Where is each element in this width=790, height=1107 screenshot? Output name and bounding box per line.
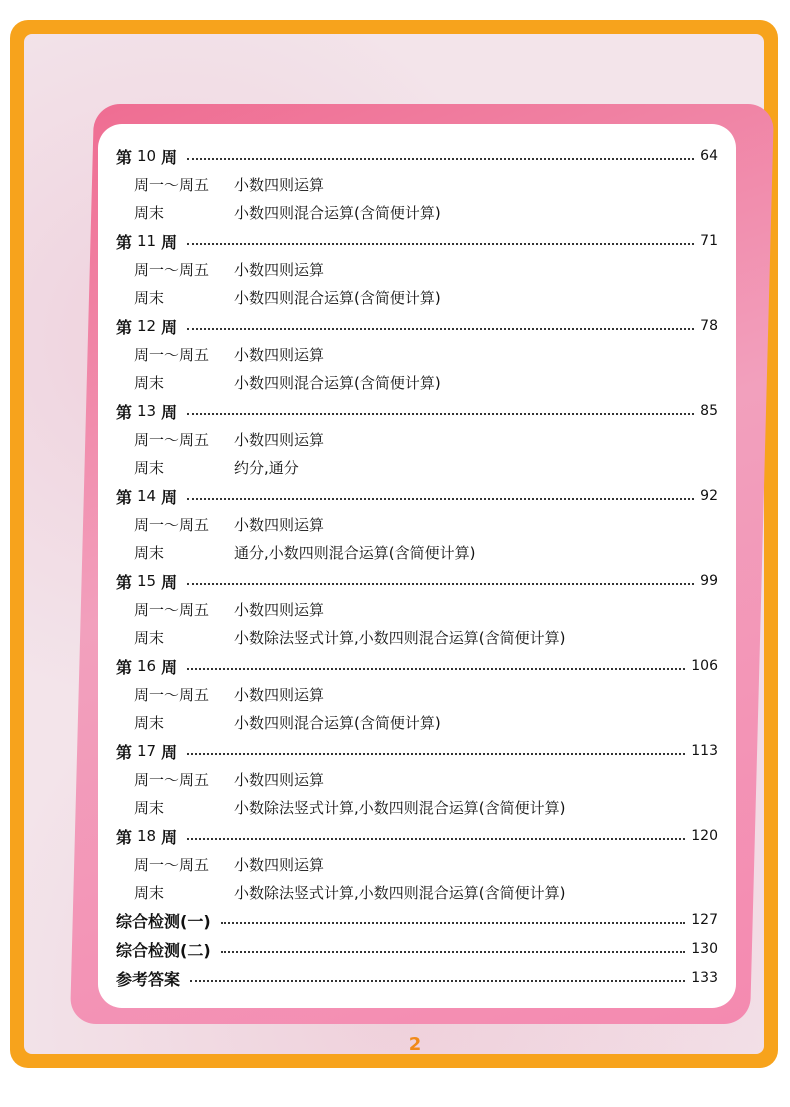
page-number: 127: [691, 912, 718, 928]
week-suffix: 周: [161, 232, 178, 252]
entry-title: 参考答案: [116, 969, 181, 989]
week-suffix: 周: [161, 317, 178, 337]
page-number: 120: [691, 828, 718, 844]
week-number: 15: [137, 572, 157, 590]
week-suffix: 周: [161, 402, 178, 422]
subitem-label: 周一～周五: [134, 685, 210, 704]
toc-subitem[interactable]: [134, 597, 324, 621]
toc-subitem[interactable]: [134, 767, 324, 791]
page-number: 92: [700, 488, 718, 504]
subitem-text: 小数四则运算: [234, 260, 325, 279]
page-number: 133: [691, 970, 718, 986]
week-number: 17: [137, 742, 157, 760]
toc-week-18[interactable]: [116, 824, 718, 848]
week-prefix: 第: [116, 572, 133, 592]
page-number: 130: [691, 941, 718, 957]
subitem-text: 小数四则混合运算(含简便计算): [234, 288, 441, 307]
toc-subitem[interactable]: [134, 200, 441, 224]
toc-week-13[interactable]: [116, 399, 718, 423]
dot-leader: [221, 951, 686, 953]
toc-answers[interactable]: [116, 966, 718, 990]
week-prefix: 第: [116, 487, 133, 507]
subitem-label: 周一～周五: [134, 260, 210, 279]
subitem-text: 小数除法竖式计算,小数四则混合运算(含简便计算): [234, 628, 566, 647]
subitem-text: 小数除法竖式计算,小数四则混合运算(含简便计算): [234, 883, 566, 902]
subitem-label: 周末: [134, 543, 165, 562]
week-number: 16: [137, 657, 157, 675]
week-prefix: 第: [116, 402, 133, 422]
subitem-text: 小数四则运算: [234, 345, 325, 364]
week-suffix: 周: [161, 487, 178, 507]
subitem-text: 通分,小数四则混合运算(含简便计算): [234, 543, 476, 562]
entry-title: 综合检测(二): [116, 940, 211, 960]
subitem-text: 小数四则混合运算(含简便计算): [234, 373, 441, 392]
dot-leader: [187, 243, 694, 245]
page-number: 78: [700, 318, 718, 334]
subitem-label: 周一～周五: [134, 770, 210, 789]
toc-subitem[interactable]: [134, 852, 324, 876]
toc-subitem[interactable]: [134, 342, 324, 366]
week-prefix: 第: [116, 742, 133, 762]
week-prefix: 第: [116, 317, 133, 337]
subitem-label: 周末: [134, 288, 165, 307]
week-suffix: 周: [161, 827, 178, 847]
subitem-label: 周末: [134, 373, 165, 392]
subitem-text: 小数四则混合运算(含简便计算): [234, 713, 441, 732]
subitem-label: 周一～周五: [134, 345, 210, 364]
page-number: 106: [691, 658, 718, 674]
week-suffix: 周: [161, 147, 178, 167]
toc-subitem[interactable]: [134, 285, 441, 309]
week-prefix: 第: [116, 657, 133, 677]
dot-leader: [187, 668, 685, 670]
subitem-label: 周一～周五: [134, 515, 210, 534]
toc-subitem[interactable]: [134, 710, 441, 734]
toc-subitem[interactable]: [134, 455, 299, 479]
toc-subitem[interactable]: [134, 427, 324, 451]
subitem-label: 周一～周五: [134, 430, 210, 449]
toc-subitem[interactable]: [134, 682, 324, 706]
week-number: 11: [137, 232, 157, 250]
toc-week-12[interactable]: [116, 314, 718, 338]
subitem-text: 小数四则运算: [234, 770, 325, 789]
dot-leader: [187, 158, 694, 160]
subitem-label: 周末: [134, 713, 165, 732]
toc-subitem[interactable]: [134, 880, 565, 904]
week-number: 13: [137, 402, 157, 420]
page-number: 99: [700, 573, 718, 589]
toc-subitem[interactable]: [134, 257, 324, 281]
page-number: 85: [700, 403, 718, 419]
week-prefix: 第: [116, 827, 133, 847]
page-number: 64: [700, 148, 718, 164]
toc-week-16[interactable]: [116, 654, 718, 678]
dot-leader: [187, 413, 694, 415]
dot-leader: [187, 498, 694, 500]
subitem-text: 小数四则运算: [234, 600, 325, 619]
week-number: 14: [137, 487, 157, 505]
toc-week-17[interactable]: [116, 739, 718, 763]
subitem-label: 周末: [134, 628, 165, 647]
dot-leader: [190, 980, 685, 982]
week-suffix: 周: [161, 657, 178, 677]
toc-test-2[interactable]: [116, 937, 718, 961]
subitem-label: 周一～周五: [134, 175, 210, 194]
toc-subitem[interactable]: [134, 540, 475, 564]
toc-subitem[interactable]: [134, 172, 324, 196]
week-number: 12: [137, 317, 157, 335]
toc-week-10[interactable]: [116, 144, 718, 168]
dot-leader: [187, 328, 694, 330]
subitem-label: 周一～周五: [134, 600, 210, 619]
week-suffix: 周: [161, 742, 178, 762]
toc-test-1[interactable]: [116, 908, 718, 932]
week-number: 10: [137, 147, 157, 165]
subitem-label: 周末: [134, 798, 165, 817]
toc-subitem[interactable]: [134, 512, 324, 536]
week-prefix: 第: [116, 232, 133, 252]
week-number: 18: [137, 827, 157, 845]
footer-page-number: 2: [408, 1034, 422, 1055]
subitem-text: 小数四则运算: [234, 430, 325, 449]
toc-subitem[interactable]: [134, 625, 565, 649]
subitem-text: 小数除法竖式计算,小数四则混合运算(含简便计算): [234, 798, 566, 817]
subitem-label: 周末: [134, 203, 165, 222]
dot-leader: [187, 583, 694, 585]
toc-week-11[interactable]: [116, 229, 718, 253]
page-number: 113: [691, 743, 718, 759]
week-suffix: 周: [161, 572, 178, 592]
subitem-text: 小数四则运算: [234, 685, 325, 704]
toc-week-14[interactable]: [116, 484, 718, 508]
page-number: 71: [700, 233, 718, 249]
toc-subitem[interactable]: [134, 370, 441, 394]
subitem-text: 小数四则运算: [234, 175, 325, 194]
subitem-text: 约分,通分: [234, 458, 299, 477]
subitem-label: 周末: [134, 883, 165, 902]
subitem-text: 小数四则运算: [234, 855, 325, 874]
toc-subitem[interactable]: [134, 795, 565, 819]
dot-leader: [187, 838, 685, 840]
dot-leader: [187, 753, 685, 755]
subitem-label: 周一～周五: [134, 855, 210, 874]
subitem-label: 周末: [134, 458, 165, 477]
subitem-text: 小数四则混合运算(含简便计算): [234, 203, 441, 222]
toc-week-15[interactable]: [116, 569, 718, 593]
subitem-text: 小数四则运算: [234, 515, 325, 534]
dot-leader: [221, 922, 686, 924]
week-prefix: 第: [116, 147, 133, 167]
entry-title: 综合检测(一): [116, 911, 211, 931]
